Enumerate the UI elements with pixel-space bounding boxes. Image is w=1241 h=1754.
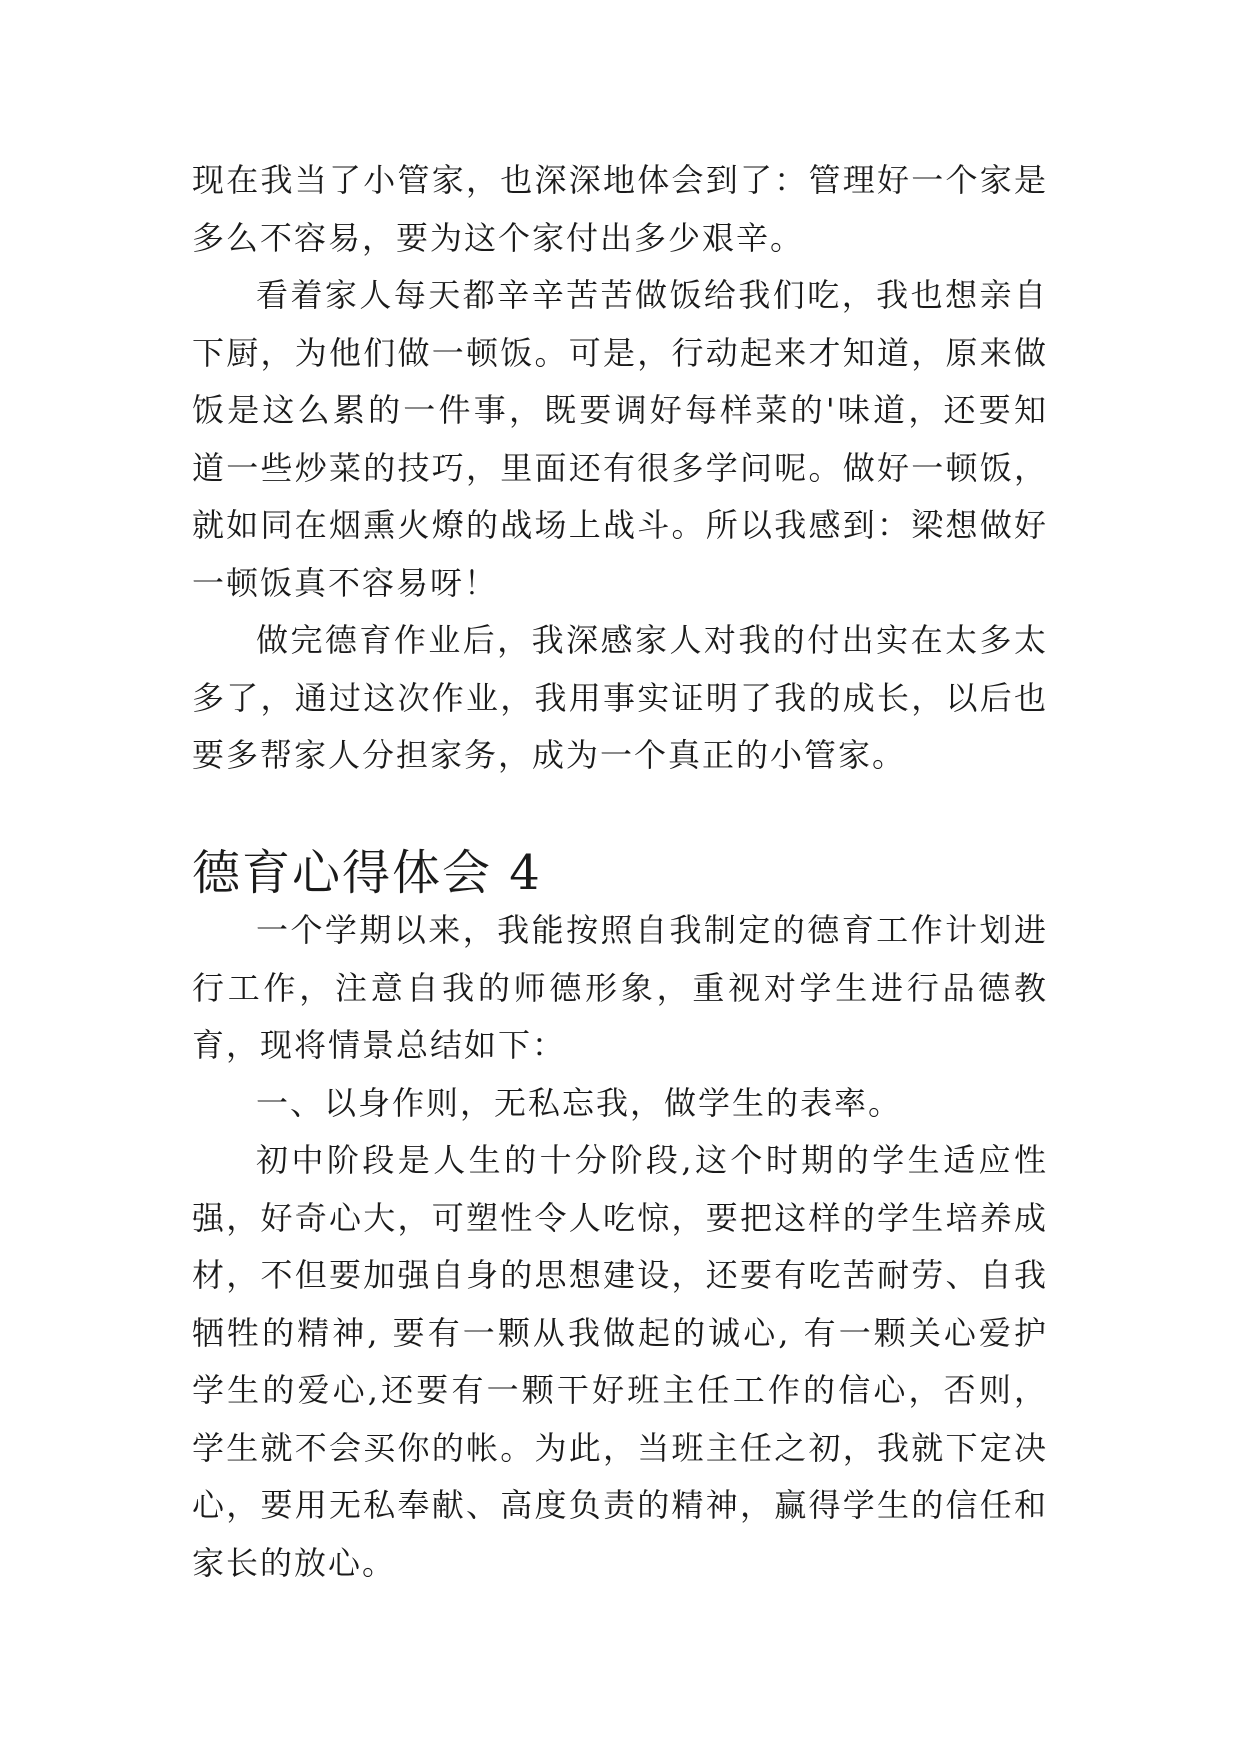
paragraph-2: 看着家人每天都辛辛苦苦做饭给我们吃，我也想亲自下厨，为他们做一顿饭。可是，行动起来才知道，原来做饭是这么累的一件事，既要调好每样菜的'味道，还要知道一些炒菜的技巧，里面还有很多学问呢。做好一顿饭，就如同在烟熏火燎的战场上战斗。所以我感到：梁想做好一顿饭真不容易呀！	[192, 276, 1048, 602]
section-paragraph-2: 一、以身作则，无私忘我，做学生的表率。	[256, 1083, 903, 1122]
section-paragraph-3: 初中阶段是人生的十分阶段,这个时期的学生适应性强，好奇心大，可塑性令人吃惊，要把这样的学生培养成材，不但要加强自身的思想建设，还要有吃苦耐劳、自我牺牲的精神, 要有一颗从我做起的诚心, 有一颗关心爱护学生的爱心,还要有一颗干好班主任工作的信心，否则，学生就不会买你的帐。为此，当班主任之初，我就下定决心，要用无私奉献、高度负责的精神，赢得学生的信任和家长的放心。	[192, 1141, 1048, 1582]
section-paragraph-1: 一个学期以来，我能按照自我制定的德育工作计划进行工作，注意自我的师德形象，重视对学生进行品德教育，现将情景总结如下：	[192, 911, 1048, 1064]
section-title: 德育心得体会 4	[192, 844, 542, 901]
paragraph-3: 做完德育作业后，我深感家人对我的付出实在太多太多了，通过这次作业，我用事实证明了我的成长，以后也要多帮家人分担家务，成为一个真正的小管家。	[192, 621, 1048, 774]
paragraph-1: 现在我当了小管家，也深深地体会到了：管理好一个家是多么不容易，要为这个家付出多少艰辛。	[192, 161, 1048, 257]
document-body	[192, 152, 1048, 1592]
